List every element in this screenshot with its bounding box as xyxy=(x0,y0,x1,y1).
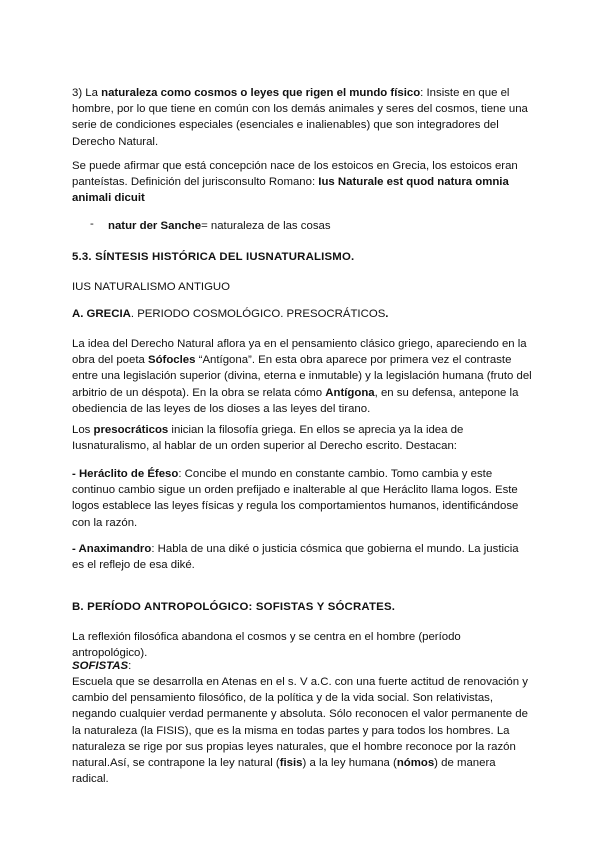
paragraph-estoicos xyxy=(72,158,532,207)
bold-heraclito: - Heráclito de Éfeso xyxy=(72,468,179,480)
latin-definition: Ius Naturale est quod natura omnia animali dicuit xyxy=(72,176,509,205)
paragraph-text: Escuela que se desarrolla en Atenas en el s. V a.C. con una fuerte actitud de renovación y cambio del pensamiento filosófico, de la política y de la vida social. Son relativistas, negando cualquier verdad permanente y absoluta. Sólo reconocen el valor permanente de la naturaleza (la FISIS), que es la misma en todas partes y para todos los hombres. La naturaleza se rige por sus propias leyes naturales, que el hombre reconoce por la razón natural.Así, se contrapone la ley natural ( xyxy=(72,676,528,770)
paragraph-text: Los xyxy=(72,424,94,436)
bullet-item xyxy=(108,218,528,234)
bold-sofocles: Sófocles xyxy=(148,354,196,367)
bold-anaximandro: - Anaximandro xyxy=(72,543,152,555)
paragraph-text: La idea del Derecho Natural aflora ya en el pensamiento clásico griego, apareciendo en la obra del poeta xyxy=(72,338,527,367)
paragraph-text: “Antígona”. En esta obra aparece por primera vez el contraste entre una legislación superior (divina, eterna e inmutable) y la legislación humana (fruto del arbitrio de un déspota). En la obra se relata cómo xyxy=(72,354,532,399)
paragraph-presocraticos xyxy=(72,422,532,454)
colon: : xyxy=(128,660,132,672)
paragraph-text: ) de manera radical. xyxy=(72,757,496,786)
sofistas-label: SOFISTAS xyxy=(72,660,129,672)
section-heading-5-3: 5.3. SÍNTESIS HISTÓRICA DEL IUSNATURALISMO. xyxy=(72,251,355,263)
paragraph-derecho-natural xyxy=(72,336,532,417)
paragraph-heraclito xyxy=(72,466,532,531)
subheading-ius-naturalismo: IUS NATURALISMO ANTIGUO xyxy=(72,281,231,293)
paragraph-anaximandro xyxy=(72,541,532,573)
paragraph-text: : Concibe el mundo en constante cambio. Tomo cambia y este continuo cambio sigue un orden prefijado e inalterable al que Heráclito llama logos. Este logos establece las leyes físicas y regula los comportamientos humanos, identificándose con la razón. xyxy=(72,468,519,529)
german-term: natur der Sanche xyxy=(108,220,202,232)
paragraph-text: ) a la ley humana ( xyxy=(302,757,397,770)
bold-nomos: nómos xyxy=(396,757,435,770)
section-heading-antropologico: B. PERÍODO ANTROPOLÓGICO: SOFISTAS Y SÓCRATES. xyxy=(72,601,396,613)
paragraph-reflexion: La reflexión filosófica abandona el cosmos y se centra en el hombre (período antropológico). xyxy=(72,631,461,660)
paragraph-text: Se puede afirmar que está concepción nace de los estoicos en Grecia, los estoicos eran panteístas. Definición del jurisconsulto Romano: xyxy=(72,160,518,189)
sofistas-heading xyxy=(72,658,532,674)
paragraph-text: , en su defensa, antepone la obediencia de las leyes de los dioses a las leyes del tirano. xyxy=(72,386,519,415)
bullet-text: = naturaleza de las cosas xyxy=(201,220,331,232)
heading-end: . xyxy=(385,308,389,320)
heading-rest: . PERIODO COSMOLÓGICO. PRESOCRÁTICOS xyxy=(130,308,386,320)
bullet-dash: - xyxy=(90,218,94,230)
paragraph-naturaleza-cosmos xyxy=(72,85,532,150)
paragraph-number: 3) La xyxy=(72,87,102,99)
paragraph-sofistas xyxy=(72,674,532,787)
section-heading-grecia xyxy=(72,306,532,322)
paragraph-text: : Habla de una diké o justicia cósmica que gobierna el mundo. La justicia es el reflejo de esa diké. xyxy=(72,543,519,572)
heading-bold: A. GRECIA xyxy=(72,308,131,320)
bold-presocraticos: presocráticos xyxy=(93,424,169,436)
bold-fisis: fisis xyxy=(279,757,303,770)
paragraph-text: inician la filosofía griega. En ellos se aprecia ya la idea de Iusnaturalismo, al hablar de un orden superior al Derecho escrito. Destacan: xyxy=(72,424,464,453)
bold-term: naturaleza como cosmos o leyes que rigen el mundo físico xyxy=(101,87,421,99)
bold-antigona: Antígona xyxy=(325,386,375,399)
paragraph-text: : Insiste en que el hombre, por lo que tiene en común con los demás animales y seres del cosmos, tiene una serie de condiciones especiales (esenciales e inalienables) que son integradores del Derecho Natural. xyxy=(72,87,528,148)
